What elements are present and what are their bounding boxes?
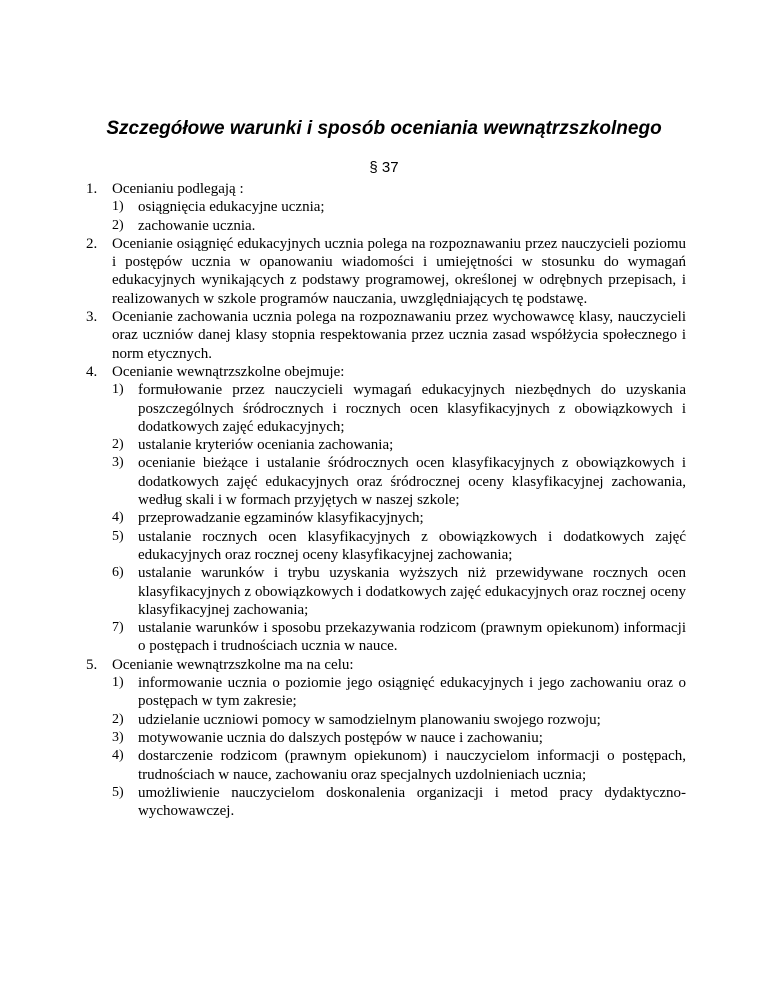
sub-item-text: motywowanie ucznia do dalszych postępów w nauce i zachowaniu; (138, 729, 543, 746)
sub-list-item (112, 747, 686, 784)
section-number: § 37 (369, 159, 399, 176)
sub-item-number: 7) (112, 620, 124, 636)
list-item (86, 180, 686, 235)
item-number: 3. (86, 309, 98, 326)
sub-item-text: ocenianie bieżące i ustalanie śródrocznych ocen klasyfikacyjnych z obowiązkowych i dodatkowych zajęć edukacyjnych oraz śródrocznej oceny klasyfikacyjnej zachowania, według skali i w formach przyjętych w naszej szkole; (138, 455, 686, 509)
list-item (86, 308, 686, 363)
sub-list-item (112, 784, 686, 821)
list-item (86, 235, 686, 308)
sub-list-item (112, 711, 686, 729)
item-number: 2. (86, 235, 98, 252)
sub-item-text: zachowanie ucznia. (138, 217, 256, 234)
main-list (86, 180, 686, 820)
item-number: 1. (86, 181, 98, 197)
document-body (86, 180, 686, 820)
sub-list-item (112, 198, 686, 216)
sub-item-number: 5) (112, 784, 124, 800)
item-text: Ocenianie zachowania ucznia polega na rozpoznawaniu przez wychowawcę klasy, nauczycieli oraz uczniów danej klasy stopnia respektowania przez ucznia zasad współżycia społecznego i norm etycznych. (112, 309, 686, 362)
sub-list-item (112, 436, 686, 454)
sub-item-number: 3) (112, 455, 124, 471)
item-number: 5. (86, 656, 98, 673)
sub-list-item (112, 729, 686, 747)
sub-item-number: 2) (112, 437, 124, 453)
sub-item-text: osiągnięcia edukacyjne ucznia; (138, 199, 325, 216)
sub-item-text: udzielanie uczniowi pomocy w samodzielnym planowaniu swojego rozwoju; (138, 711, 601, 728)
sub-list (112, 674, 686, 820)
sub-item-number: 1) (112, 199, 124, 215)
sub-list-item (112, 217, 686, 235)
sub-list (112, 381, 686, 655)
list-item (86, 363, 686, 656)
sub-item-text: ustalanie kryteriów oceniania zachowania; (138, 437, 394, 454)
sub-item-text: umożliwienie nauczycielom doskonalenia organizacji i metod pracy dydaktyczno-wychowawczej. (138, 784, 686, 820)
item-text: Ocenianiu podlegają : (112, 181, 244, 197)
sub-list-item (112, 564, 686, 619)
sub-list (112, 198, 686, 235)
sub-item-number: 2) (112, 217, 124, 233)
sub-item-text: dostarczenie rodzicom (prawnym opiekunom) i nauczycielom informacji o postępach, trudnościach w nauce, zachowaniu oraz specjalnych uzdolnieniach ucznia; (138, 748, 686, 783)
sub-item-number: 4) (112, 510, 124, 526)
sub-item-text: formułowanie przez nauczycieli wymagań edukacyjnych niezbędnych do uzyskania poszczególnych śródrocznych i rocznych ocen klasyfikacyjnych z obowiązkowych i dodatkowych zajęć edukacyjnych; (138, 382, 686, 435)
sub-item-number: 2) (112, 711, 124, 727)
item-text: Ocenianie osiągnięć edukacyjnych ucznia polega na rozpoznawaniu przez nauczycieli poziomu i postępów ucznia w opanowaniu wiadomości i umiejętności w stosunku do wymagań edukacyjnych wynikających z podstawy programowej, określonej w odrębnych przepisach, i realizowanych w szkole programów nauczania, uwzględniających tę podstawę. (112, 235, 686, 307)
sub-list-item (112, 674, 686, 711)
sub-list-item (112, 509, 686, 527)
sub-item-number: 1) (112, 675, 124, 691)
sub-item-number: 4) (112, 748, 124, 764)
sub-item-text: informowanie ucznia o poziomie jego osiągnięć edukacyjnych i jego zachowaniu oraz o postępach w tym zakresie; (138, 675, 686, 710)
sub-item-text: ustalanie warunków i trybu uzyskania wyższych niż przewidywane rocznych ocen klasyfikacyjnych z obowiązkowych i dodatkowych zajęć edukacyjnych oraz rocznej oceny klasyfikacyjnej zachowania; (138, 565, 686, 618)
sub-item-number: 5) (112, 528, 124, 544)
sub-item-number: 3) (112, 729, 124, 745)
item-text: Ocenianie wewnątrzszkolne ma na celu: (112, 656, 354, 673)
sub-item-number: 1) (112, 382, 124, 398)
sub-item-text: ustalanie rocznych ocen klasyfikacyjnych z obowiązkowych i dodatkowych zajęć edukacyjnych oraz rocznej oceny klasyfikacyjnej zachowania; (138, 528, 686, 563)
item-text: Ocenianie wewnątrzszkolne obejmuje: (112, 363, 345, 380)
sub-item-text: przeprowadzanie egzaminów klasyfikacyjnych; (138, 510, 424, 527)
sub-item-text: ustalanie warunków i sposobu przekazywania rodzicom (prawnym opiekunom) informacji o postępach i trudnościach ucznia w nauce. (138, 620, 686, 655)
item-number: 4. (86, 363, 98, 380)
sub-list-item (112, 454, 686, 509)
sub-list-item (112, 528, 686, 565)
sub-item-number: 6) (112, 565, 124, 581)
sub-list-item (112, 619, 686, 656)
sub-list-item (112, 381, 686, 436)
list-item (86, 656, 686, 821)
document-title: Szczegółowe warunki i sposób oceniania wewnątrzszkolnego (106, 118, 662, 139)
